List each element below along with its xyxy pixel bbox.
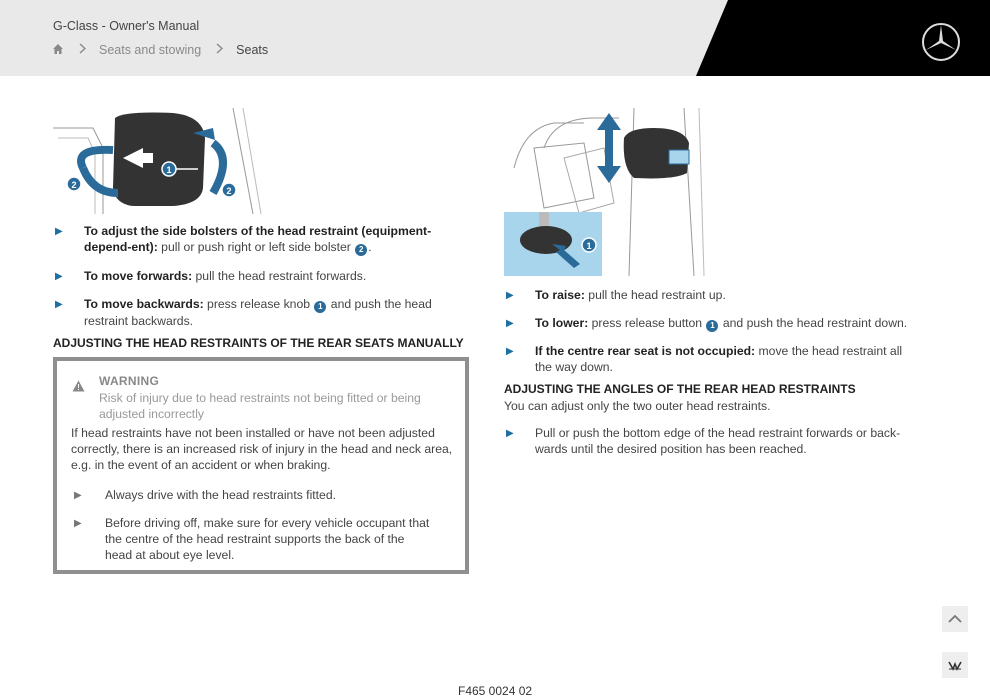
- step-title: To raise:: [535, 288, 585, 302]
- feedback-icon: [942, 652, 968, 678]
- warning-title: WARNING: [99, 374, 160, 388]
- bullet-arrow-icon: ▶: [506, 346, 514, 357]
- scroll-to-top-button[interactable]: [942, 606, 968, 632]
- callout-1: 1: [586, 241, 592, 251]
- step-text: pull the head restraint up.: [584, 288, 726, 302]
- warning-box: [53, 357, 469, 574]
- step-centre-seat: [506, 343, 921, 375]
- warning-step: [74, 515, 434, 563]
- figure-rear-head-restraint: [504, 108, 714, 276]
- callout-2: 2: [226, 186, 232, 196]
- bullet-arrow-icon: ▶: [506, 318, 514, 329]
- breadcrumb: [52, 42, 268, 58]
- section-heading-rear-manual: ADJUSTING THE HEAD RESTRAINTS OF THE REAR SEATS MANUALLY: [53, 336, 464, 350]
- step-title: If the centre rear seat is not occupied:: [535, 344, 756, 358]
- feedback-button[interactable]: [942, 652, 968, 678]
- step-text: Pull or push the bottom edge of the head restraint forwards or back-wards until the desired position has been reached.: [535, 426, 901, 456]
- callout-1: 1: [166, 165, 172, 175]
- step-move-backwards: [55, 296, 470, 329]
- section-intro: You can adjust only the two outer head restraints.: [504, 399, 771, 413]
- page-header: [0, 0, 990, 76]
- step-text: Before driving off, make sure for every vehicle occupant that the centre of the head restraint supports the back of the head at about eye level.: [105, 516, 430, 562]
- step-text: move the head restraint all the way down.: [535, 344, 903, 374]
- callout-badge: 1: [706, 320, 718, 332]
- bullet-arrow-icon: ▶: [74, 518, 82, 529]
- chevron-right-icon: [216, 43, 223, 57]
- warning-triangle-icon: [72, 379, 85, 397]
- header-black-panel: [0, 0, 990, 76]
- warning-step: [74, 487, 434, 503]
- step-title: To adjust the side bolsters of the head restraint (equipment-depend-ent):: [84, 224, 432, 254]
- step-text: press release knob: [203, 297, 314, 311]
- breadcrumb-current-seats: Seats: [236, 43, 269, 57]
- step-text: and push the head restraint backwards.: [84, 297, 432, 328]
- bullet-arrow-icon: ▶: [74, 490, 82, 501]
- step-title: To lower:: [535, 316, 589, 330]
- step-move-forwards: [55, 268, 470, 284]
- step-text: press release button: [588, 316, 706, 330]
- step-title: To move backwards:: [84, 297, 204, 311]
- warning-body: If head restraints have not been installed or have not been adjusted correctly, there is an increased risk of injury in the head and neck area, e.g. in the event of an accident or when braking.: [71, 426, 453, 472]
- breadcrumb-link-seats-stowing[interactable]: Seats and stowing: [99, 43, 202, 57]
- callout-badge: 1: [314, 301, 326, 313]
- bullet-arrow-icon: ▶: [506, 428, 514, 439]
- callout-2: 2: [71, 180, 77, 190]
- step-raise: [506, 287, 921, 303]
- chevron-up-icon: [942, 606, 968, 632]
- section-heading-angles: ADJUSTING THE ANGLES OF THE REAR HEAD RESTRAINTS: [504, 382, 856, 396]
- home-icon[interactable]: [52, 43, 64, 58]
- step-title: To move forwards:: [84, 269, 193, 283]
- step-side-bolsters: [55, 223, 470, 256]
- step-text: .: [368, 240, 372, 254]
- step-text: Always drive with the head restraints fitted.: [105, 488, 336, 502]
- bullet-arrow-icon: ▶: [506, 290, 514, 301]
- figure-code: F465 0024 02: [458, 684, 533, 698]
- figure-front-head-restraint: [53, 108, 268, 214]
- warning-subtitle: Risk of injury due to head restraints not being fitted or being adjusted incorrectly: [99, 391, 421, 421]
- mercedes-star-logo: [921, 22, 961, 62]
- step-text: and push the head restraint down.: [719, 316, 908, 330]
- step-text: pull the head restraint forwards.: [192, 269, 367, 283]
- callout-badge: 2: [355, 244, 367, 256]
- document-title: G-Class - Owner's Manual: [53, 19, 200, 33]
- bullet-arrow-icon: ▶: [55, 299, 63, 310]
- bullet-arrow-icon: ▶: [55, 226, 63, 237]
- step-pull-push-edge: [506, 425, 906, 457]
- step-text: pull or push right or left side bolster: [157, 240, 355, 254]
- step-lower: [506, 315, 921, 332]
- bullet-arrow-icon: ▶: [55, 271, 63, 282]
- chevron-right-icon: [79, 43, 86, 57]
